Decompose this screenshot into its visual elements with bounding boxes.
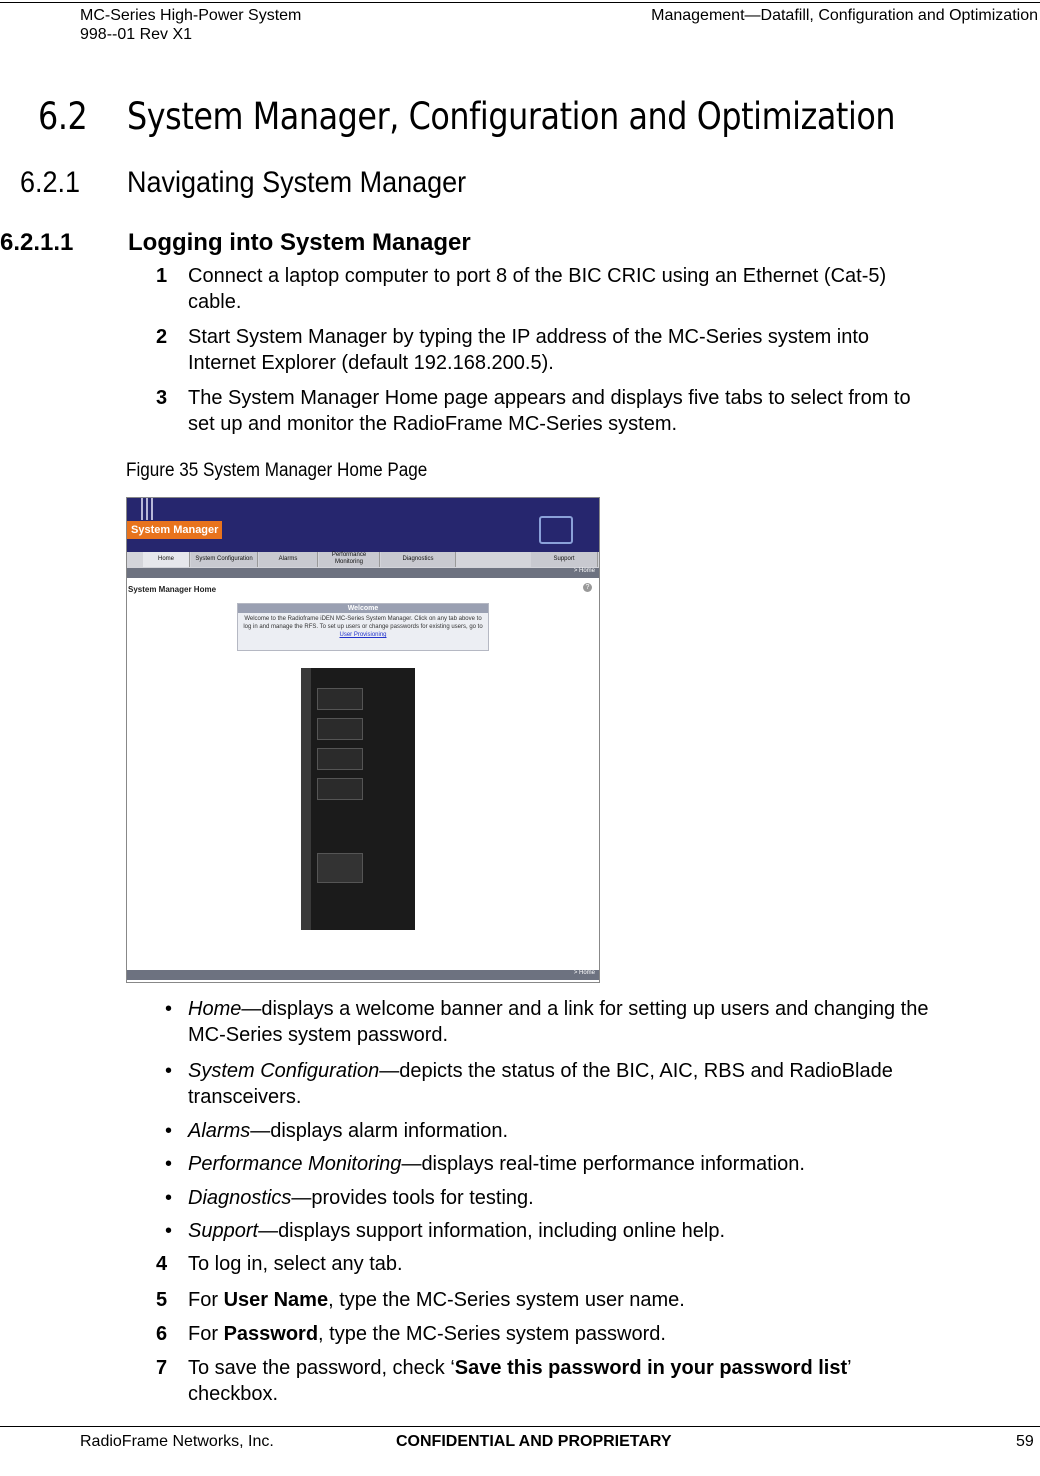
step-text [188, 1355, 852, 1381]
header-rule [0, 2, 1040, 3]
tab-diagnostics[interactable]: Diagnostics [381, 552, 456, 567]
bullet-text: —depicts the status of the BIC, AIC, RBS and RadioBlade [379, 1060, 893, 1082]
step-text-post: , type the MC-Series system user name. [328, 1289, 685, 1311]
step-text-cont: cable. [188, 291, 242, 313]
bullet-text: —displays alarm information. [250, 1120, 509, 1142]
bullet-dot: • [165, 1187, 173, 1209]
footer-rule [0, 1426, 1040, 1427]
bullet-text: —provides tools for testing. [291, 1187, 534, 1209]
section-6-2-1-1-title: Logging into System Manager [128, 229, 471, 256]
footer-company: RadioFrame Networks, Inc. [80, 1433, 274, 1450]
system-manager-screenshot [126, 497, 600, 983]
step-text-pre: For [188, 1323, 224, 1345]
section-6-2-number: 6.2 [38, 95, 88, 138]
bullet-term: System Configuration [188, 1060, 380, 1082]
section-6-2-1-title: Navigating System Manager [127, 166, 467, 199]
bullet-term: Support [188, 1220, 259, 1242]
tab-bar [127, 552, 599, 568]
logo-icon [539, 516, 573, 544]
bullet-dot: • [165, 1220, 173, 1242]
page-title: System Manager Home [128, 585, 217, 594]
step-text [188, 1321, 666, 1347]
tab-support[interactable]: Support [531, 552, 598, 567]
section-6-2-title: System Manager, Configuration and Optimization [127, 95, 896, 138]
bullet-term: Performance Monitoring [188, 1153, 402, 1175]
bullet-text-cont: transceivers. [188, 1086, 302, 1108]
rack-cabinet-image [309, 668, 415, 930]
step-text: Connect a laptop computer to port 8 of the BIC CRIC using an Ethernet (Cat-5) [188, 265, 887, 287]
step-number: 4 [156, 1253, 168, 1275]
step-text-post: , type the MC-Series system password. [318, 1323, 666, 1345]
welcome-title: Welcome [238, 604, 488, 613]
bullet-text: —displays a welcome banner and a link for setting up users and changing the [241, 998, 929, 1020]
step-text [188, 1287, 685, 1313]
figure-caption: Figure 35 System Manager Home Page [126, 460, 428, 481]
step-text-bold: Password [223, 1323, 319, 1345]
breadcrumb-bar [127, 568, 599, 578]
tab-alarms[interactable]: Alarms [259, 552, 318, 567]
bullet-item-diagnostics [188, 1185, 534, 1211]
footer-confidential: CONFIDENTIAL AND PROPRIETARY [396, 1433, 672, 1450]
bullet-item-home [188, 996, 928, 1022]
app-banner [127, 498, 599, 552]
bullet-term: Diagnostics [188, 1187, 292, 1209]
bottom-breadcrumb[interactable]: > Home [573, 970, 595, 976]
bullet-text: —displays support information, including online help. [258, 1220, 725, 1242]
step-text-post: ’ [847, 1357, 852, 1379]
step-text-pre: To save the password, check ‘ [188, 1357, 455, 1379]
welcome-text [238, 613, 488, 641]
step-text-pre: To log in, select any tab. [188, 1253, 403, 1275]
step-text: Start System Manager by typing the IP address of the MC-Series system into [188, 326, 870, 348]
step-number: 3 [156, 387, 168, 409]
header-doc-revision: 998--01 Rev X1 [80, 26, 193, 43]
bullet-dot: • [165, 1060, 173, 1082]
tab-system-configuration[interactable]: System Configuration [191, 552, 258, 567]
step-number: 6 [156, 1323, 168, 1345]
step-number: 5 [156, 1289, 168, 1311]
tab-performance-monitoring[interactable]: Performance Monitoring [319, 552, 380, 567]
bullet-term: Alarms [188, 1120, 251, 1142]
welcome-message: Welcome to the Radioframe iDEN MC-Series System Manager. Click on any tab above to log in and manage the RFS. To set up users or change passwords for existing users, go to [243, 616, 483, 630]
step-number: 2 [156, 326, 168, 348]
step-text [188, 1251, 403, 1277]
bullet-text: —displays real-time performance information. [401, 1153, 805, 1175]
step-text: The System Manager Home page appears and displays five tabs to select from to [188, 387, 911, 409]
help-icon[interactable]: ? [583, 583, 592, 592]
bullet-text-cont: MC-Series system password. [188, 1024, 449, 1046]
page-number: 59 [1016, 1433, 1034, 1450]
app-brand-label: System Manager [127, 521, 222, 539]
step-text-bold: Save this password in your password list [454, 1357, 848, 1379]
header-chapter-title: Management—Datafill, Configuration and Optimization [651, 7, 1038, 24]
step-text-cont: Internet Explorer (default 192.168.200.5). [188, 352, 554, 374]
step-text-cont: set up and monitor the RadioFrame MC-Series system. [188, 413, 678, 435]
bullet-item-performance-monitoring [188, 1151, 805, 1177]
step-number: 1 [156, 265, 168, 287]
step-text-cont: checkbox. [188, 1383, 279, 1405]
tab-home[interactable]: Home [143, 552, 190, 567]
bullet-item-support [188, 1218, 725, 1244]
bullet-dot: • [165, 1120, 173, 1142]
step-number: 7 [156, 1357, 168, 1379]
bottom-breadcrumb-bar [127, 970, 599, 980]
step-text-pre: For [188, 1289, 224, 1311]
bullet-dot: • [165, 998, 173, 1020]
breadcrumb[interactable]: > Home [573, 568, 595, 574]
bullet-term: Home [188, 998, 242, 1020]
section-6-2-1-number: 6.2.1 [20, 166, 81, 199]
welcome-box [237, 603, 489, 651]
bullet-dot: • [165, 1153, 173, 1175]
bullet-item-system-configuration [188, 1058, 893, 1084]
user-provisioning-link[interactable]: User Provisioning [339, 632, 387, 638]
bullet-item-alarms [188, 1118, 508, 1144]
header-doc-title: MC-Series High-Power System [80, 7, 302, 24]
section-6-2-1-1-number: 6.2.1.1 [0, 229, 74, 256]
step-text-bold: User Name [223, 1289, 329, 1311]
